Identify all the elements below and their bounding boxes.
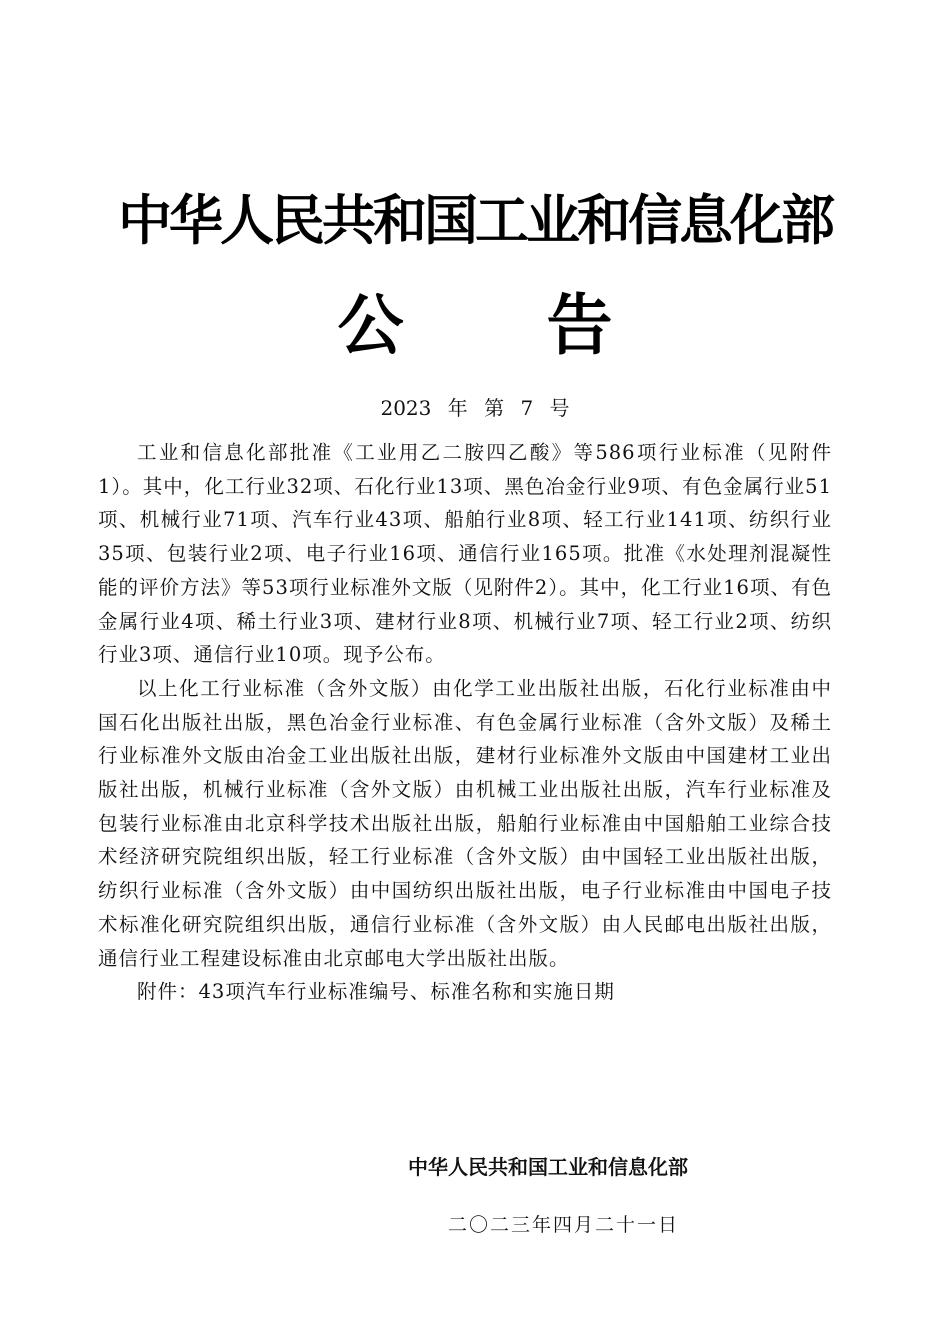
body-paragraph-approval: 工业和信息化部批准《工业用乙二胺四乙酸》等586项行业标准（见附件1）。其中，化工行业32项、石化行业13项、黑色冶金行业9项、有色金属行业51项、机械行业71项、汽车行业43项、船舶行业8项、轻工行业141项、纺织行业35项、包装行业2项、电子行业16项、通信行业165项。批准《水处理剂混凝性能的评价方法》等53项行业标准外文版（见附件2）。其中，化工行业16项、有色金属行业4项、稀土行业3项、建材行业8项、机械行业7项、轻工行业2项、纺织行业3项、通信行业10项。现予公布。 [98,441,832,667]
issuer-signature: 中华人民共和国工业和信息化部 [408,1155,688,1179]
document-number: 2023 年 第 7 号 [380,396,570,420]
ministry-title: 中华人民共和国工业和信息化部 [118,189,832,252]
document-type-heading: 公 告 [337,287,613,364]
announcement-body [98,436,832,1009]
body-paragraph-attachment: 附件：43项汽车行业标准编号、标准名称和实施日期 [137,980,615,1004]
issue-date: 二〇二三年四月二十一日 [448,1214,680,1236]
body-paragraph-publishers: 以上化工行业标准（含外文版）由化学工业出版社出版，石化行业标准由中国石化出版社出版，黑色冶金行业标准、有色金属行业标准（含外文版）及稀土行业标准外文版由冶金工业出版社出版，建材行业标准外文版由中国建材工业出版社出版，机械行业标准（含外文版）由机械工业出版社出版，汽车行业标准及包装行业标准由北京科学技术出版社出版，船舶行业标准由中国船舶工业综合技术经济研究院组织出版，轻工行业标准（含外文版）由中国轻工业出版社出版，纺织行业标准（含外文版）由中国纺织出版社出版，电子行业标准由中国电子技术标准化研究院组织出版，通信行业标准（含外文版）由人民邮电出版社出版，通信行业工程建设标准由北京邮电大学出版社出版。 [98,676,832,970]
